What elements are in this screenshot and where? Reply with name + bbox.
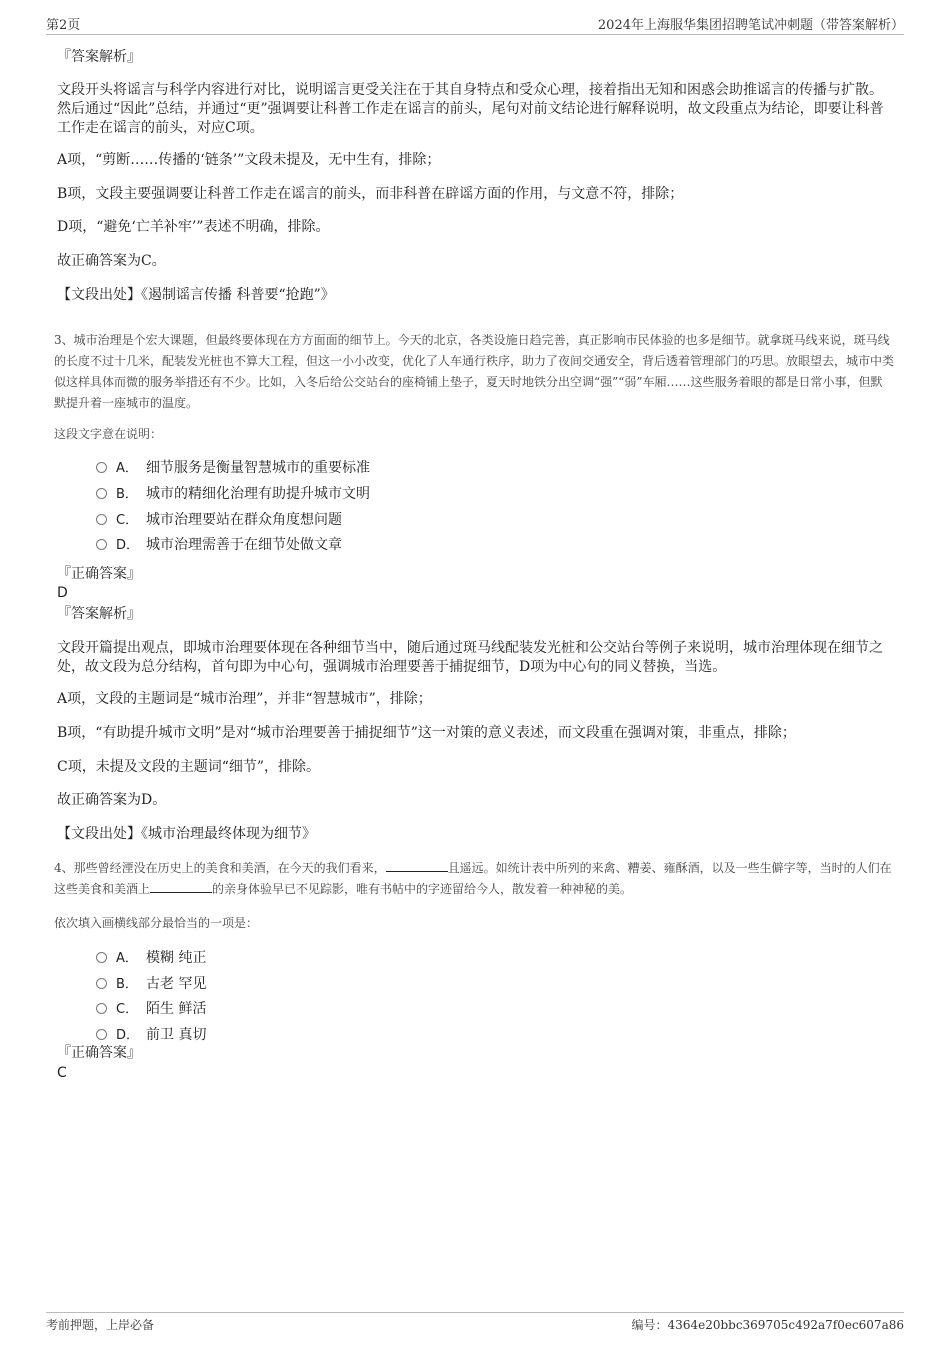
analysis-item-a: A项，文段的主题词是“城市治理”，并非“智慧城市”，排除； [57,691,432,707]
fill-blank [386,860,448,872]
document-code: 编号：4364e20bbc369705c492a7f0ec607a86 [631,1318,904,1332]
radio-icon[interactable] [96,1029,107,1040]
radio-icon[interactable] [96,488,107,499]
fill-blank [150,881,212,893]
radio-icon[interactable] [96,462,107,473]
analysis-heading: 『答案解析』 [57,606,141,622]
option-text: 细节服务是衡量智慧城市的重要标准 [146,460,370,476]
option-b[interactable]: B． 古老 罕见 [96,974,206,994]
source-citation: 【文段出处】《城市治理最终体现为细节》 [57,826,316,842]
option-text: 城市治理要站在群众角度想问题 [146,512,342,528]
radio-icon[interactable] [96,952,107,963]
option-a[interactable]: A． 细节服务是衡量智慧城市的重要标准 [96,458,370,478]
option-c[interactable]: C． 城市治理要站在群众角度想问题 [96,510,342,530]
question-prompt: 依次填入画横线部分最恰当的一项是： [54,916,259,930]
radio-icon[interactable] [96,1003,107,1014]
page-header [46,14,904,35]
analysis-item-d: D项，“避免‘亡羊补牢’”表述不明确，排除。 [57,219,330,235]
analysis-item-b: B项，“有助提升城市文明”是对“城市治理要善于捕捉细节”这一对策的意义表述，而文段重在强调对策，非重点，排除； [57,725,796,741]
option-text: 城市治理需善于在细节处做文章 [146,537,342,553]
footer-slogan: 考前押题，上岸必备 [46,1318,155,1332]
radio-icon[interactable] [96,539,107,550]
option-text: 模糊 纯正 [146,950,207,966]
document-title: 2024年上海服华集团招聘笔试冲刺题（带答案解析） [597,18,904,33]
analysis-conclusion: 故正确答案为D。 [57,792,167,808]
analysis-text: 文段开头将谣言与科学内容进行对比，说明谣言更受关注在于其自身特点和受众心理，接着指出无知和困惑会助推谣言的传播与扩散。然后通过“因此”总结，并通过“更”强调要让科普工作走在谣言的前头，尾句对前文结论进行解释说明，故文段重点为结论，即要让科普工作走在谣言的前头，对应C项。 [57,82,884,136]
page-number: 第2页 [46,18,81,33]
option-text: 城市的精细化治理有助提升城市文明 [146,486,370,502]
correct-answer: C [57,1065,67,1081]
option-b[interactable]: B． 城市的精细化治理有助提升城市文明 [96,484,370,504]
question-stem: 4、那些曾经湮没在历史上的美食和美酒，在今天的我们看来， 且遥远。如统计表中所列的来禽、糟姜、雍酥酒，以及一些生僻字等，当时的人们在这些美食和美酒上 的亲身体验早已不见踪影，唯有书帖中的字迹留给今人，散发着一种神秘的美。 [54,861,892,896]
radio-icon[interactable] [96,514,107,525]
analysis-item-a: A项，“剪断……传播的‘链条’”文段未提及，无中生有，排除； [57,152,441,168]
answer-heading: 『正确答案』 [57,1045,141,1061]
answer-heading: 『正确答案』 [57,566,141,582]
option-a[interactable]: A． 模糊 纯正 [96,948,206,968]
question-stem: 3、城市治理是个宏大课题，但最终要体现在方方面面的细节上。今天的北京，各类设施日趋完善，真正影响市民体验的也多是细节。就拿斑马线来说，斑马线的长度不过十几米，配装发光桩也不算大工程，但这一小小改变，优化了人车通行秩序，助力了夜间交通安全，背后透着管理部门的巧思。放眼望去，城市中类似这样具体而微的服务举措还有不少。比如，入冬后给公交站台的座椅铺上垫子，夏天时地铁分出空调“强”“弱”车厢……这些服务着眼的都是日常小事，但默默提升着一座城市的温度。 [54,333,895,410]
option-text: 陌生 鲜活 [146,1001,207,1017]
source-citation: 【文段出处】《遏制谣言传播 科普要“抢跑”》 [57,287,335,303]
option-text: 前卫 真切 [146,1027,207,1043]
page-footer [46,1312,904,1337]
option-d[interactable]: D． 前卫 真切 [96,1025,206,1045]
analysis-text: 文段开篇提出观点，即城市治理要体现在各种细节当中，随后通过斑马线配装发光桩和公交站台等例子来说明，城市治理体现在细节之处，故文段为总分结构，首句即为中心句，强调城市治理要善于捕捉细节，D项为中心句的同义替换，当选。 [57,640,883,675]
analysis-item-b: B项，文段主要强调要让科普工作走在谣言的前头，而非科普在辟谣方面的作用，与文意不符，排除； [57,186,684,202]
analysis-conclusion: 故正确答案为C。 [57,253,166,269]
analysis-item-c: C项，未提及文段的主题词“细节”，排除。 [57,759,321,775]
radio-icon[interactable] [96,978,107,989]
option-d[interactable]: D． 城市治理需善于在细节处做文章 [96,535,342,555]
analysis-heading: 『答案解析』 [57,49,141,65]
question-prompt: 这段文字意在说明： [54,427,163,441]
correct-answer: D [57,585,68,601]
option-c[interactable]: C． 陌生 鲜活 [96,999,206,1019]
option-text: 古老 罕见 [146,976,207,992]
